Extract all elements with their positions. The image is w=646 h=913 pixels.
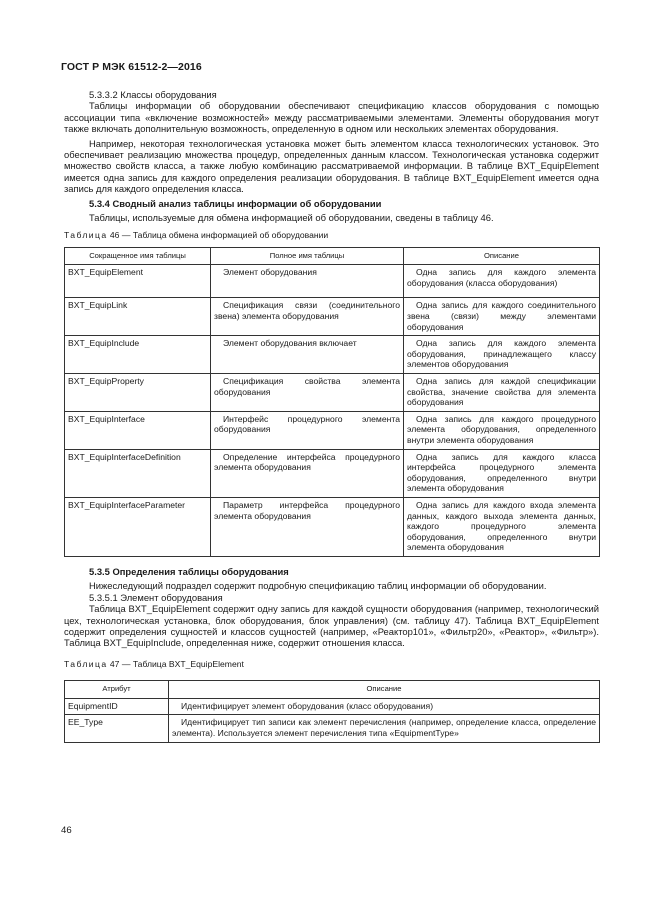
document-header: ГОСТ Р МЭК 61512-2—2016 — [61, 61, 202, 73]
table-47-header-row — [65, 681, 600, 699]
table-46-caption-label: Таблица — [64, 230, 108, 241]
table-46-header-cell: Описание — [404, 247, 600, 265]
table-cell: Одна запись для каждого входа элемента данных, каждого выхода элемента данных, каждого процедурного элемента оборудования, определенного внутри элемента оборудования — [404, 497, 600, 556]
table-cell: BXT_EquipInterfaceParameter — [65, 497, 211, 556]
table-cell: Идентифицирует тип записи как элемент перечисления (например, определение класса, определение элемента). Используется элемент перечисления типа «EquipmentType» — [169, 715, 600, 742]
table-cell: Идентифицирует элемент оборудования (класс оборудования) — [169, 698, 600, 715]
table-cell: EE_Type — [65, 715, 169, 742]
table-cell: BXT_EquipInterfaceDefinition — [65, 449, 211, 497]
section-5-3-5-paragraph: Нижеследующий подраздел содержит подробную спецификацию таблиц информации об оборудовании. — [89, 580, 547, 592]
table-row — [65, 411, 600, 449]
table-cell: Одна запись для каждой спецификации свойства, значение свойства для элемента оборудования — [404, 374, 600, 412]
table-47-header-cell: Атрибут — [65, 681, 169, 699]
table-cell: Элемент оборудования — [211, 265, 404, 298]
section-5-3-3-2-heading: 5.3.3.2 Классы оборудования — [89, 89, 217, 100]
page-content — [64, 89, 599, 743]
table-cell: BXT_EquipInterface — [65, 411, 211, 449]
table-row — [65, 449, 600, 497]
table-cell: Одна запись для каждого соединительного звена (связи) между элементами оборудования — [404, 298, 600, 336]
table-row — [65, 374, 600, 412]
table-cell: Одна запись для каждого элемента оборудования, принадлежащего классу элементов оборудования — [404, 336, 600, 374]
table-cell: Элемент оборудования включает — [211, 336, 404, 374]
table-cell: BXT_EquipLink — [65, 298, 211, 336]
section-5-3-3-2-paragraph-1: Таблицы информации об оборудовании обеспечивают спецификацию классов оборудования с помощью ассоциации типа «включение возможностей» между рассматриваемыми элементами. Элементы оборудования могут также включать дополнительную возможность, определенную в одном или нескольких элементах оборудования. — [64, 100, 599, 135]
table-cell: Одна запись для каждого элемента оборудования (класса оборудования) — [404, 265, 600, 298]
table-cell: Параметр интерфейса процедурного элемента оборудования — [211, 497, 404, 556]
table-46-header-cell: Сокращенное имя таблицы — [65, 247, 211, 265]
table-cell: Спецификация свойства элемента оборудования — [211, 374, 404, 412]
table-cell: BXT_EquipInclude — [65, 336, 211, 374]
table-row — [65, 298, 600, 336]
table-cell: EquipmentID — [65, 698, 169, 715]
section-5-3-3-2-paragraph-2: Например, некоторая технологическая установка может быть элементом класса технологических установок. Это обеспечивает реализацию множества процедур, определенных данным классом. Технологическая установка содержит множество свойств класса, а также любую комбинацию рассматриваемой информации. В таблице BXT_EquipElement имеется одна запись для каждого определения реализации оборудования. В таблице BXT_EquipElement имеется одна запись для каждого определения класса. — [64, 137, 599, 195]
table-row — [65, 497, 600, 556]
table-46-caption-text: 46 — Таблица обмена информацией об оборудовании — [109, 230, 329, 241]
table-row — [65, 336, 600, 374]
table-47-caption-text: 47 — Таблица BXT_EquipElement — [109, 658, 244, 669]
table-46-header-cell: Полное имя таблицы — [211, 247, 404, 265]
page-number: 46 — [61, 825, 72, 836]
table-46 — [64, 247, 600, 557]
table-cell: Спецификация связи (соединительного звена) элемента оборудования — [211, 298, 404, 336]
section-5-3-5-1-heading: 5.3.5.1 Элемент оборудования — [89, 591, 223, 603]
table-cell: BXT_EquipProperty — [65, 374, 211, 412]
table-row — [65, 715, 600, 742]
table-row — [65, 698, 600, 715]
section-5-3-4-paragraph: Таблицы, используемые для обмена информацией об оборудовании, сведены в таблицу 46. — [89, 212, 494, 224]
section-5-3-4-heading: 5.3.4 Сводный анализ таблицы информации об оборудовании — [89, 197, 382, 209]
table-47-caption-label: Таблица — [64, 658, 108, 669]
table-47 — [64, 680, 600, 742]
table-cell: Одна запись для каждого класса интерфейса процедурного элемента оборудования, определенного внутри элемента оборудования — [404, 449, 600, 497]
table-cell: Одна запись для каждого процедурного элемента оборудования, определенного внутри элемента оборудования — [404, 411, 600, 449]
section-5-3-5-heading: 5.3.5 Определения таблицы оборудования — [89, 565, 289, 577]
table-47-header-cell: Описание — [169, 681, 600, 699]
table-cell: Интерфейс процедурного элемента оборудования — [211, 411, 404, 449]
section-5-3-5-1-paragraph: Таблица BXT_EquipElement содержит одну запись для каждой сущности оборудования (например, технологический цех, технологическая установка, блок оборудования, блок управления) (см. таблицу 47). Таблица BXT_EquipElement содержит определения сущностей и классов сущностей (например, «Реактор101», «Фильтр20», «Реактор», «Фильтр»). Таблица BXT_EquipInclude, определенная ниже, содержит отношения класса. — [64, 603, 599, 649]
table-cell: Определение интерфейса процедурного элемента оборудования — [211, 449, 404, 497]
table-cell: BXT_EquipElement — [65, 265, 211, 298]
table-47-caption — [64, 659, 599, 670]
table-46-caption — [64, 230, 599, 241]
table-46-header-row — [65, 247, 600, 265]
table-row — [65, 265, 600, 298]
